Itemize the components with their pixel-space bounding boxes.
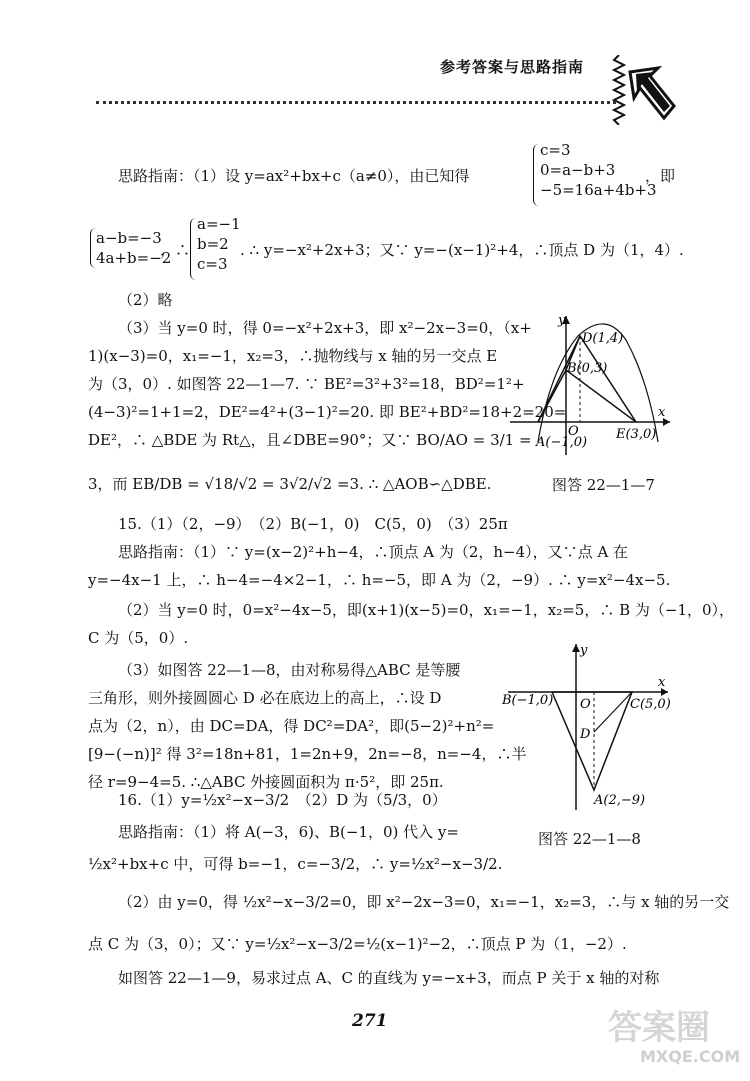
point-label: E(3,0) — [616, 427, 657, 442]
text-line: 如图答 22—1—9，易求过点 A、C 的直线为 y=−x+3，而点 P 关于 x 轴的对称 — [118, 969, 660, 987]
text-line: 为（3，0）. 如图答 22—1—7. ∵ BE²=3²+3²=18，BD²=1²+ — [88, 375, 525, 393]
text-line: 15.（1）（2，−9） （2）B(−1，0) C(5，0) （3）25π — [118, 515, 508, 533]
point-label: B(0,3) — [567, 361, 608, 376]
text-line: 思路指南：（1）设 y=ax²+bx+c（a≠0），由已知得 — [118, 167, 470, 185]
text-line: . ∴ y=−x²+2x+3；又∵ y=−(x−1)²+4，∴顶点 D 为（1，4）. — [240, 241, 684, 259]
point-label: A(−1,0) — [536, 435, 588, 450]
text-line: 16.（1）y=½x²−x−3/2 （2）D 为（5/3，0） — [118, 791, 447, 809]
arrow-icon — [628, 66, 676, 128]
header-divider — [96, 101, 616, 104]
text-line: 径 r=9−4=5. ∴△ABC 外接圆面积为 π·5²，即 25π. — [88, 773, 444, 791]
zigzag-decoration — [612, 55, 626, 125]
brace — [190, 218, 196, 280]
figure-caption: 图答 22—1—8 — [538, 830, 641, 848]
text-line: DE²，∴ △BDE 为 Rt△，且∠DBE=90°；又∵ BO/AO = 3/1 = — [88, 431, 532, 449]
text-line: C 为（5，0）. — [88, 629, 189, 647]
text-line: （3）如图答 22—1—8，由对称易得△ABC 是等腰 — [118, 661, 461, 679]
text-line: ，即 — [645, 167, 676, 185]
point-label: D — [580, 727, 591, 742]
text-line: 点 C 为（3，0）；又∵ y=½x²−x−3/2=½(x−1)²−2，∴顶点 P 为（1，−2）. — [88, 935, 627, 953]
text-line: 思路指南：（1）∵ y=(x−2)²+h−4，∴顶点 A 为（2，h−4），又∵点 A 在 — [118, 543, 629, 561]
text-line: ½x²+bx+c 中，可得 b=−1，c=−3/2，∴ y=½x²−x−3/2. — [88, 855, 503, 873]
point-label: C(5,0) — [630, 697, 671, 712]
equation-system: a−b=−3 4a+b=−2 — [96, 229, 172, 267]
axis-label-x: x — [658, 405, 666, 420]
text-line: (4−3)²=1+1=2，DE²=4²+(3−1)²=20. 即 BE²+BD²=18+2=20= — [88, 403, 567, 421]
text-line: 思路指南：（1）将 A(−3，6)、B(−1，0) 代入 y= — [118, 823, 459, 841]
text-line: 3，而 EB/DB = √18/√2 = 3√2/√2 =3. ∴ △AOB∽△DBE. — [88, 475, 492, 493]
text-line: （2）略 — [118, 291, 173, 309]
text-line: （2）由 y=0，得 ½x²−x−3/2=0，即 x²−2x−3=0，x₁=−1，x₂=3，∴与 x 轴的另一交 — [118, 893, 730, 911]
point-label: D(1,4) — [582, 331, 624, 346]
point-label: B(−1,0) — [502, 693, 554, 708]
figure-caption: 图答 22—1—7 — [552, 476, 655, 494]
equation-system: a=−1 b=2 c=3 — [197, 215, 241, 273]
text-line: ，∴ — [160, 241, 191, 259]
axis-label-y: y — [580, 643, 588, 658]
text-line: y=−4x−1 上，∴ h−4=−4×2−1，∴ h=−5，即 A 为（2，−9）. ∴ y=x²−4x−5. — [88, 571, 671, 589]
text-line: 三角形，则外接圆圆心 D 必在底边上的高上，∴设 D — [88, 689, 442, 707]
axis-label-y: y — [558, 313, 566, 328]
brace — [533, 144, 539, 206]
axis-label-x: x — [658, 675, 666, 690]
point-label: A(2,−9) — [594, 793, 646, 808]
watermark-url: MXQE.COM — [640, 1047, 741, 1066]
watermark-logo: 答案圈 — [608, 1008, 710, 1048]
text-line: 1)(x−3)=0，x₁=−1，x₂=3，∴抛物线与 x 轴的另一交点 E — [88, 347, 498, 365]
equation-system: c=3 0=a−b+3 −5=16a+4b+3 — [540, 141, 657, 199]
text-line: （3）当 y=0 时，得 0=−x²+2x+3，即 x²−2x−3=0，（x+ — [118, 319, 532, 337]
figure-22-1-7 — [508, 310, 678, 460]
point-label: O — [568, 424, 579, 439]
text-line: （2）当 y=0 时，0=x²−4x−5，即(x+1)(x−5)=0，x₁=−1，x₂=5，∴ B 为（−1，0）， — [118, 601, 735, 619]
point-label: O — [580, 697, 591, 712]
text-line: [9−(−n)]² 得 3²=18n+81，1=2n+9，2n=−8，n=−4，∴半 — [88, 745, 527, 763]
text-line: 点为（2，n），由 DC=DA，得 DC²=DA²，即(5−2)²+n²= — [88, 717, 495, 735]
header-title: 参考答案与思路指南 — [440, 58, 585, 76]
page-number: 271 — [352, 1011, 388, 1031]
figure-22-1-8 — [500, 640, 680, 820]
